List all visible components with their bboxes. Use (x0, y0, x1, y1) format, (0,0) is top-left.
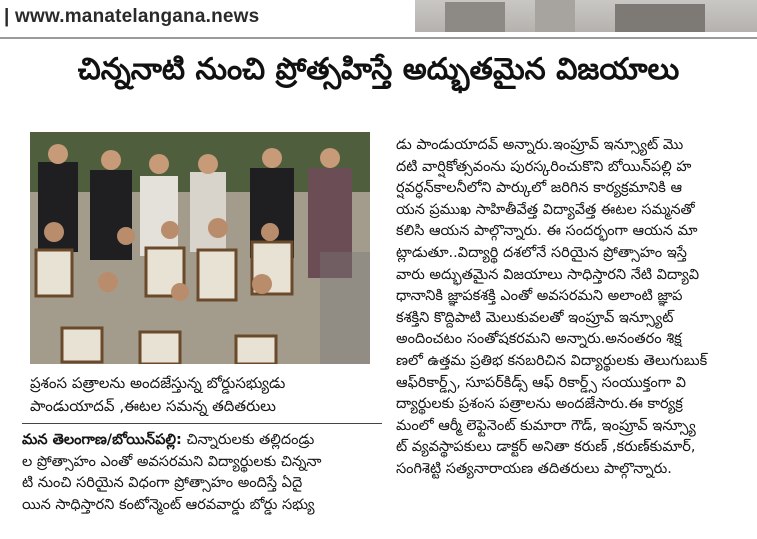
body-line-text: చిన్నారులకు తల్లిదండ్రు (181, 432, 315, 448)
photo-caption-line: పాండుయాదవ్ ,ఈటల సమన్న తదితరులు (30, 397, 276, 415)
body-line: కలిసి ఆయన పాల్గొన్నారు. ఈ సందర్భంగా ఆయన మా (396, 223, 698, 240)
article-body-right-column (396, 135, 756, 481)
body-line: యిన సాధిస్తారని కంటోన్మెంట్ ఆరవవార్డు బోర్డు సభ్యు (22, 496, 315, 513)
article-body-left-column (22, 430, 382, 516)
body-line: ణలో ఉత్తమ ప్రతిభ కనబరిచిన విద్యార్థులకు తెలుగుబుక్ (396, 352, 708, 369)
body-line: దటి వార్షికోత్సవంను పురస్కరించుకొని బోయిన్‌పల్లి హ (396, 158, 692, 175)
event-photo-image (30, 132, 370, 364)
body-line (22, 430, 382, 452)
site-url: | www.manatelangana.news (4, 6, 260, 27)
article-headline: చిన్ననాటి నుంచి ప్రోత్సహిస్తే అద్భుతమైన విజయాలు (77, 52, 680, 87)
body-line: ట్ వ్యవస్థాపకులు డాక్టర్ అనితా కరుణ్ ,కరుణ్‌కుమార్, (396, 439, 696, 456)
body-line: యన ప్రముఖ సాహితీవేత్త విద్యావేత్త ఈటల సమ్మనతో (396, 201, 695, 218)
body-line: ధానానికి జ్ఞాపకశక్తి ఎంతో అవసరమని అలాంటి జ్ఞాప (396, 288, 683, 305)
body-line: కశక్తిని కొద్దిపాటి మెలుకువలతో ఇంప్రూవ్ ఇన్స్యూట్ (396, 309, 674, 326)
masthead-photo-strip (415, 0, 757, 32)
photo-caption-line: ప్రశంస పత్రాలను అందజేస్తున్న బోర్డుసభ్యుడు (30, 374, 286, 392)
body-line: ద్యార్థులకు ప్రశంస పత్రాలను అందజేసారు.ఈ కార్యక్ర (396, 396, 683, 413)
body-line: ర్షవర్ధన్‌కాలనీలోని పార్కులో జరిగిన కార్యక్రమానికి ఆ (396, 180, 683, 197)
masthead-divider (0, 37, 757, 39)
masthead-bar (0, 0, 757, 36)
article-photo (30, 132, 370, 364)
body-line: వారు అద్భుతమైన విజయాలు సాధిస్తారని నేటి విద్యావి (396, 266, 700, 283)
body-line: అందించటం సంతోషకరమని అన్నారు.అనంతరం శిక్ష (396, 331, 682, 348)
body-line: ల ప్రోత్సాహం ఎంతో అవసరమని విద్యార్థులకు చిన్ననా (22, 453, 322, 470)
body-line: ఆఫ్‌రికార్డ్స్, సూపర్‌కిడ్స్ ఆఫ్ రికార్డ్స్ సంయుక్తంగా వి (396, 374, 686, 391)
body-line: టి నుంచి సరియైన విధంగా ప్రోత్సాహం అందిస్తే ఏదై (22, 475, 303, 492)
body-line: సంగిశెట్టి సత్యనారాయణ తదితరులు పాల్గొన్నారు. (396, 460, 672, 477)
body-line: ట్లాడుతూ..విద్యార్థి దశలోనే సరియైన ప్రోత్సాహం ఇస్తే (396, 244, 687, 261)
photo-caption (30, 372, 375, 418)
article-dateline: మన తెలంగాణ/బోయిన్‌పల్లి: (22, 432, 182, 448)
caption-divider (22, 423, 382, 424)
body-line: మంలో ఆర్మీ లెఫ్టెనెంట్ కుమారా గౌడ్, ఇంప్రూవ్ ఇన్స్యూ (396, 417, 696, 434)
body-line: డు పాండుయాదవ్ అన్నారు.ఇంప్రూవ్ ఇన్స్యూట్ మొ (396, 137, 684, 153)
